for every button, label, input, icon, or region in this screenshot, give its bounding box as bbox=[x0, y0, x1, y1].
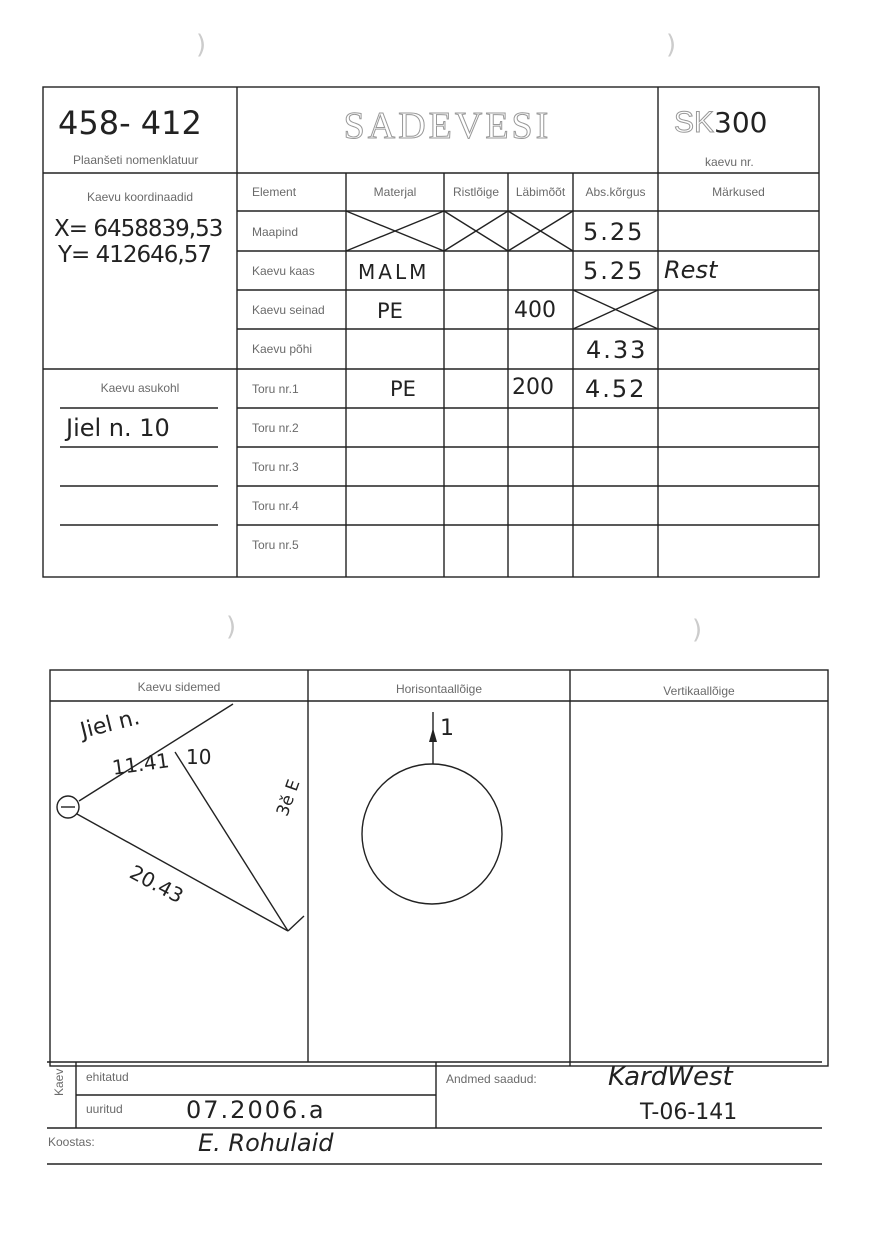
row-element: Kaevu kaas bbox=[252, 264, 315, 278]
row-element: Toru nr.3 bbox=[252, 460, 299, 474]
location-label: Kaevu asukohl bbox=[100, 381, 180, 395]
punch-mark: ) bbox=[226, 612, 237, 642]
sketch-distance: 10 bbox=[186, 745, 212, 769]
form-title: SADEVESI bbox=[343, 105, 552, 147]
map-sheet-code: 458- 412 bbox=[58, 104, 202, 142]
row-element: Toru nr.5 bbox=[252, 538, 299, 552]
coordinate-x: X= 6458839,53 bbox=[54, 216, 223, 242]
data-source-label: Andmed saadud: bbox=[446, 1072, 537, 1086]
header-section: Ristlõige bbox=[452, 185, 500, 199]
data-source-code: T-06-141 bbox=[640, 1100, 738, 1125]
header-material: Materjal bbox=[373, 185, 417, 199]
cell-elevation: 5.25 bbox=[583, 218, 645, 246]
well-number-block bbox=[674, 106, 767, 140]
punch-mark: ) bbox=[666, 30, 677, 60]
surveyed-label: uuritud bbox=[86, 1102, 123, 1116]
compiled-label: Koostas: bbox=[48, 1135, 95, 1149]
col-vertical-header: Vertikaallõige bbox=[663, 684, 735, 698]
sketch-distance: 20.43 bbox=[125, 859, 188, 909]
cell-elevation: 5.25 bbox=[583, 257, 645, 285]
cell-material: PE bbox=[377, 299, 403, 323]
coordinate-y: Y= 412646,57 bbox=[58, 242, 212, 268]
sketch-label: 3ě E bbox=[272, 776, 305, 820]
header-notes: Märkused bbox=[712, 185, 765, 199]
data-source-value: KardWest bbox=[608, 1062, 733, 1092]
punch-mark: ) bbox=[196, 30, 207, 60]
well-number: 300 bbox=[714, 106, 768, 139]
col-connections-header: Kaevu sidemed bbox=[137, 680, 221, 694]
well-prefix: SK bbox=[674, 106, 715, 139]
cell-elevation: 4.52 bbox=[585, 375, 647, 403]
sketch-street: Jiel n. bbox=[77, 705, 143, 744]
row-element: Maapind bbox=[252, 225, 299, 239]
row-element: Kaevu seinad bbox=[252, 303, 325, 317]
header-diameter: Läbimõõt bbox=[515, 185, 566, 199]
cell-material: PE bbox=[390, 377, 416, 401]
row-element: Kaevu põhi bbox=[252, 342, 313, 356]
cell-material: MALM bbox=[358, 260, 430, 284]
cell-diameter: 200 bbox=[512, 375, 554, 400]
row-element: Toru nr.2 bbox=[252, 421, 299, 435]
row-element: Toru nr.4 bbox=[252, 499, 299, 513]
col-horizontal-header: Horisontaallõige bbox=[395, 682, 483, 696]
row-element: Toru nr.1 bbox=[252, 382, 299, 396]
header-element: Element bbox=[252, 185, 297, 199]
punch-mark: ) bbox=[692, 615, 703, 645]
location-value: Jiel n. 10 bbox=[66, 414, 170, 442]
sketch-distance: 11.41 bbox=[110, 748, 171, 780]
surveyed-value: 07.2006.a bbox=[186, 1096, 326, 1124]
well-number-label: kaevu nr. bbox=[705, 155, 754, 169]
section-marker: 1 bbox=[440, 716, 454, 741]
header-elevation: Abs.kõrgus bbox=[585, 185, 646, 199]
compiled-value: E. Rohulaid bbox=[198, 1129, 334, 1157]
cell-diameter: 400 bbox=[514, 298, 556, 323]
cell-notes: Rest bbox=[664, 256, 718, 284]
coordinates-label: Kaevu koordinaadid bbox=[86, 190, 194, 204]
cell-elevation: 4.33 bbox=[586, 336, 648, 364]
side-label: Kaev bbox=[52, 1068, 66, 1096]
built-label: ehitatud bbox=[86, 1070, 129, 1084]
map-sheet-label: Plaanšeti nomenklatuur bbox=[73, 153, 199, 167]
